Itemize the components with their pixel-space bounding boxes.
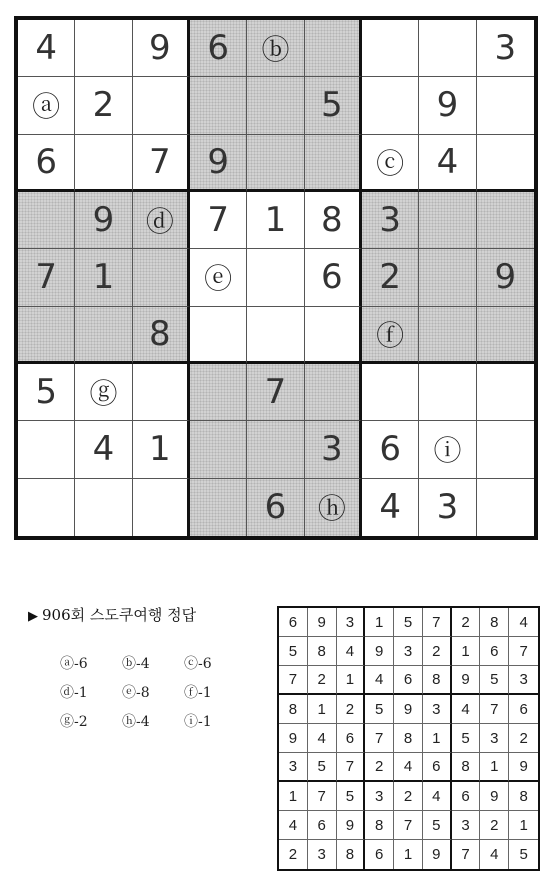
solution-cell: 3 [279, 753, 308, 782]
puzzle-cell [477, 77, 534, 134]
solution-cell: 1 [480, 753, 509, 782]
puzzle-cell: 9 [133, 20, 190, 77]
solution-cell: 1 [509, 811, 538, 840]
solution-cell: 4 [509, 608, 538, 637]
puzzle-cell [190, 421, 247, 478]
solution-cell: 1 [452, 637, 481, 666]
puzzle-cell [133, 77, 190, 134]
solution-cell: 5 [394, 608, 423, 637]
solution-cell: 8 [452, 753, 481, 782]
answer-key [60, 648, 250, 735]
solution-cell: 8 [308, 637, 337, 666]
answer-key-item: ⓐ-6 [60, 655, 88, 672]
puzzle-cell [305, 307, 362, 364]
solution-cell: 7 [279, 666, 308, 695]
solution-cell: 2 [337, 695, 366, 724]
puzzle-cell [419, 364, 476, 421]
puzzle-cell: 4 [419, 135, 476, 192]
sudoku-puzzle-grid [14, 16, 538, 540]
solution-cell: 4 [279, 811, 308, 840]
puzzle-cell: 9 [419, 77, 476, 134]
puzzle-cell [477, 135, 534, 192]
solution-cell: 4 [337, 637, 366, 666]
puzzle-cell: 2 [362, 249, 419, 306]
solution-cell: 8 [394, 724, 423, 753]
solution-cell: 6 [423, 753, 452, 782]
solution-cell: 2 [509, 724, 538, 753]
puzzle-cell: 5 [305, 77, 362, 134]
puzzle-cell: 3 [477, 20, 534, 77]
puzzle-cell: 8 [133, 307, 190, 364]
solution-cell: 2 [394, 782, 423, 811]
solution-cell: 5 [423, 811, 452, 840]
puzzle-cell [18, 307, 75, 364]
puzzle-cell: 6 [18, 135, 75, 192]
puzzle-cell: 8 [305, 192, 362, 249]
puzzle-cell: 4 [362, 479, 419, 536]
puzzle-cell: 6 [362, 421, 419, 478]
solution-cell: 6 [394, 666, 423, 695]
puzzle-cell [18, 479, 75, 536]
puzzle-cell: ⓕ [362, 307, 419, 364]
puzzle-cell [419, 20, 476, 77]
puzzle-cell: ⓒ [362, 135, 419, 192]
solution-cell: 3 [509, 666, 538, 695]
puzzle-cell [305, 364, 362, 421]
puzzle-cell: 6 [190, 20, 247, 77]
solution-cell: 4 [394, 753, 423, 782]
solution-cell: 4 [308, 724, 337, 753]
puzzle-cell: ⓗ [305, 479, 362, 536]
puzzle-cell: 2 [75, 77, 132, 134]
puzzle-cell [75, 20, 132, 77]
solution-cell: 5 [337, 782, 366, 811]
puzzle-cell: 6 [305, 249, 362, 306]
solution-cell: 8 [480, 608, 509, 637]
solution-cell: 7 [394, 811, 423, 840]
solution-cell: 5 [452, 724, 481, 753]
puzzle-cell [419, 192, 476, 249]
puzzle-cell [247, 249, 304, 306]
puzzle-cell [477, 479, 534, 536]
puzzle-cell: ⓐ [18, 77, 75, 134]
puzzle-cell: ⓓ [133, 192, 190, 249]
puzzle-cell [477, 307, 534, 364]
puzzle-cell: 4 [75, 421, 132, 478]
solution-cell: 4 [480, 840, 509, 869]
solution-cell: 7 [509, 637, 538, 666]
solution-cell: 1 [423, 724, 452, 753]
puzzle-cell [18, 192, 75, 249]
solution-cell: 6 [337, 724, 366, 753]
solution-cell: 5 [480, 666, 509, 695]
solution-cell: 4 [452, 695, 481, 724]
solution-cell: 7 [452, 840, 481, 869]
puzzle-cell [75, 479, 132, 536]
solution-cell: 6 [452, 782, 481, 811]
answer-key-row [60, 706, 250, 735]
solution-cell: 7 [365, 724, 394, 753]
answer-key-item: ⓘ-1 [184, 713, 212, 730]
solution-cell: 4 [365, 666, 394, 695]
solution-cell: 8 [365, 811, 394, 840]
puzzle-cell: 5 [18, 364, 75, 421]
answer-key-item: ⓑ-4 [122, 655, 150, 672]
solution-cell: 7 [480, 695, 509, 724]
solution-cell: 2 [279, 840, 308, 869]
solution-cell: 9 [509, 753, 538, 782]
puzzle-cell [247, 135, 304, 192]
puzzle-cell [247, 77, 304, 134]
puzzle-cell [18, 421, 75, 478]
solution-cell: 1 [365, 608, 394, 637]
solution-cell: 7 [308, 782, 337, 811]
solution-cell: 9 [365, 637, 394, 666]
solution-cell: 4 [423, 782, 452, 811]
solution-cell: 5 [308, 753, 337, 782]
puzzle-cell: 1 [75, 249, 132, 306]
puzzle-cell: ⓘ [419, 421, 476, 478]
puzzle-cell: 7 [133, 135, 190, 192]
solution-cell: 6 [308, 811, 337, 840]
solution-cell: 9 [394, 695, 423, 724]
solution-cell: 9 [337, 811, 366, 840]
puzzle-cell: 9 [477, 249, 534, 306]
solution-cell: 8 [509, 782, 538, 811]
solution-cell: 7 [337, 753, 366, 782]
puzzle-cell [477, 364, 534, 421]
solution-cell: 2 [365, 753, 394, 782]
solution-cell: 2 [308, 666, 337, 695]
puzzle-cell [419, 307, 476, 364]
solution-cell: 1 [337, 666, 366, 695]
puzzle-cell: 6 [247, 479, 304, 536]
puzzle-cell: 9 [190, 135, 247, 192]
solution-cell: 2 [452, 608, 481, 637]
solution-cell: 3 [423, 695, 452, 724]
solution-cell: 3 [480, 724, 509, 753]
solution-cell: 3 [365, 782, 394, 811]
puzzle-cell [247, 307, 304, 364]
answer-key-item: ⓒ-6 [184, 655, 212, 672]
puzzle-cell: ⓑ [247, 20, 304, 77]
answer-key-row [60, 648, 250, 677]
puzzle-cell [133, 364, 190, 421]
puzzle-cell [133, 249, 190, 306]
puzzle-cell: 3 [362, 192, 419, 249]
solution-cell: 1 [308, 695, 337, 724]
puzzle-cell [362, 77, 419, 134]
solution-cell: 8 [279, 695, 308, 724]
puzzle-cell [190, 364, 247, 421]
puzzle-cell [362, 364, 419, 421]
puzzle-cell: 3 [305, 421, 362, 478]
puzzle-cell [75, 135, 132, 192]
puzzle-cell: 1 [247, 192, 304, 249]
solution-cell: 6 [480, 637, 509, 666]
solution-cell: 9 [480, 782, 509, 811]
solution-cell: 3 [394, 637, 423, 666]
puzzle-cell: 9 [75, 192, 132, 249]
solution-cell: 7 [423, 608, 452, 637]
answer-key-item: ⓕ-1 [184, 684, 212, 701]
puzzle-cell [190, 77, 247, 134]
puzzle-cell [362, 20, 419, 77]
puzzle-cell: 4 [18, 20, 75, 77]
answer-key-item: ⓖ-2 [60, 713, 88, 730]
solution-cell: 3 [452, 811, 481, 840]
solution-cell: 5 [365, 695, 394, 724]
answer-key-item: ⓓ-1 [60, 684, 88, 701]
triangle-icon: ▶ [28, 609, 38, 624]
puzzle-cell: ⓖ [75, 364, 132, 421]
puzzle-cell: 7 [190, 192, 247, 249]
answer-key-item: ⓔ-8 [122, 684, 150, 701]
answer-key-item: ⓗ-4 [122, 713, 150, 730]
puzzle-cell [419, 249, 476, 306]
solution-cell: 3 [337, 608, 366, 637]
solution-cell: 5 [519, 846, 528, 863]
puzzle-cell [477, 192, 534, 249]
puzzle-cell [133, 479, 190, 536]
puzzle-cell [305, 20, 362, 77]
puzzle-cell: 1 [133, 421, 190, 478]
puzzle-cell [305, 135, 362, 192]
answer-heading [28, 604, 196, 625]
solution-cell: 6 [509, 695, 538, 724]
solution-cell: 6 [365, 840, 394, 869]
solution-cell: 9 [452, 666, 481, 695]
answer-heading-text: 906회 스도쿠여행 정답 [42, 606, 197, 624]
puzzle-cell: ⓔ [190, 249, 247, 306]
solution-cell: 1 [394, 840, 423, 869]
solution-cell: 8 [337, 840, 366, 869]
answer-key-row [60, 677, 250, 706]
puzzle-cell: 7 [18, 249, 75, 306]
solution-cell: 3 [308, 840, 337, 869]
solution-cell: 1 [279, 782, 308, 811]
puzzle-cell [75, 307, 132, 364]
solution-grid [277, 606, 540, 871]
puzzle-cell: 3 [419, 479, 476, 536]
solution-cell: 9 [308, 608, 337, 637]
solution-cell: 2 [423, 637, 452, 666]
puzzle-cell [477, 421, 534, 478]
puzzle-cell [190, 307, 247, 364]
solution-cell: 5 [279, 637, 308, 666]
solution-cell: 9 [423, 840, 452, 869]
solution-cell: 2 [480, 811, 509, 840]
solution-cell: 6 [279, 608, 308, 637]
puzzle-cell [247, 421, 304, 478]
solution-cell: 8 [423, 666, 452, 695]
puzzle-cell: 7 [247, 364, 304, 421]
solution-cell: 9 [279, 724, 308, 753]
puzzle-cell [190, 479, 247, 536]
